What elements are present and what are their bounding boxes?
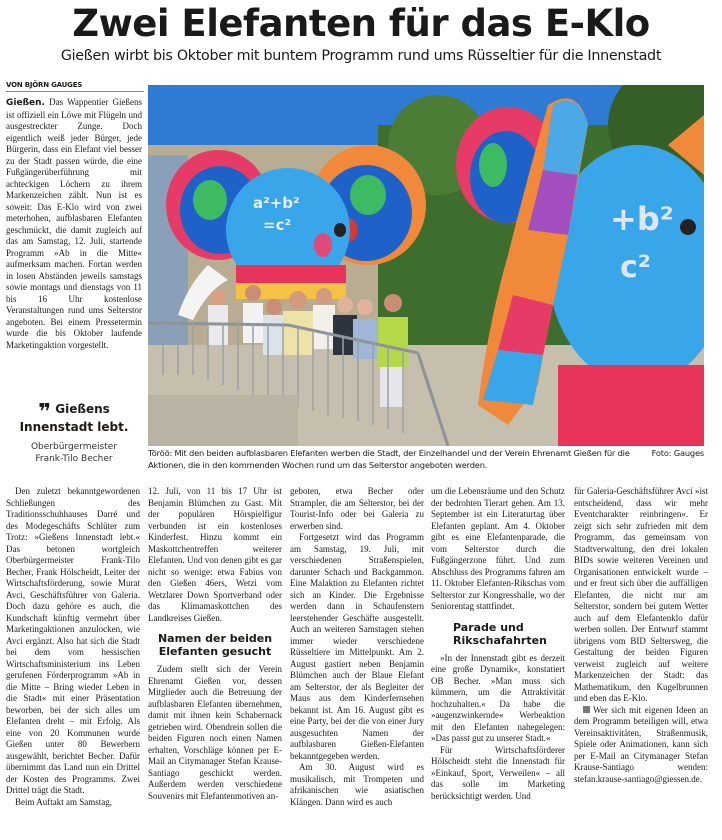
intro-text: Das Wappentier Gießens ist offiziell ein Löwe mit Flügeln und ausgestreckter Zunge. Doch eigentlich weiß jeder Bürger, jede Bürgerin, dass ein Elefant viel besser zu der Stadt passen würde, die eine Fußgängerüberführung mit achteckigen Löchern zu ihrem Markenzeichen zählt. Nun ist es soweit: Das E-Klo wird von zwei meterhohen, aufblasbaren Elefanten geschmückt, die damit zugleich auf das am Samstag, 12. Juli, startende Programm »Ab in die Mitte« aufmerksam machen. Fortan werden in losen Abständen jeweils samstags sowie montags und dienstags von 11 bis 16 Uhr kostenlose Veranstaltungen rund ums Selterstor angeboten. Bei einem Pressetermin wurde die bis Oktober laufende Marketingaktion vorgestellt. xyxy=(6,97,142,350)
intro-paragraph xyxy=(6,97,142,351)
formula-right-2: c² xyxy=(620,250,651,285)
subheadline: Gießen wirbt bis Oktober mit buntem Programm rund ums Rüsseltier für die Innenstadt xyxy=(60,48,662,64)
dateline: Gießen. xyxy=(6,98,45,108)
caption-text: Töröö: Mit den beiden aufblasbaren Elefanten werben die Stadt, der Einzelhandel und der Verein Ehrenamt Gießen für die Aktionen, die in den kommenden Wochen rund um das Selterstor angeboten werden. xyxy=(148,448,630,470)
subheading-names: Namen der beiden Elefanten gesucht xyxy=(157,632,273,658)
col4-paragraph-3: Für Wirtschaftsförderer Hölscheidt steht die Innenstadt für »Einkauf, Sport, Verweilen« – all das solle im Marketing berücksichtigt werden. Und xyxy=(431,744,565,801)
col5-paragraph-1: für Galeria-Geschäftsführer Avci »ist entscheidend, dass wir mehr Eventcharakter reinbringen«. Er zeigt sich sehr zufrieden mit dem Programm, das gemeinsam von Stadtverwaltung, den drei lokalen BIDs sowie weiteren Vereinen und Organisationen entwickelt wurde – und er freut sich über die auffälligen Elefanten, die nicht nur am Selterstor, sondern bei gutem Wetter auch auf dem Elefantenklo dafür werben sollen. Der Entwurf stammt übrigens vom BID Seltersweg, die Gestaltung der beiden Figuren verweist zugleich auf weitere Markenzeichen der Stadt: das Mathematikum, den Kugelbrunnen und eben das E-Klo. xyxy=(574,486,708,703)
subheading-parade: Parade und Rikschafahrten xyxy=(453,620,547,647)
column-5 xyxy=(574,486,708,785)
photo-caption xyxy=(148,447,704,471)
col3-paragraph-3: Am 30. August wird es musikalisch, mit Trompeten und afrikanischen wie asiatischen Klängen. Dann wird es auch xyxy=(290,762,424,807)
col2-paragraph-1: 12. Juli, von 11 bis 17 Uhr ist Benjamin Blümchen zu Gast. Mit der populären Hörspielfigur verbunden ist ein kostenloses Kinderfest. Hinzu kommt ein Maskottchentreffen weiterer Elefanten. Und von denen gibt es gar nicht so wenige: etwa Fabius von den Gießen 46ers, Wetzi vom Wetzlarer Down Sportverband oder das Klimamaskottchen des Landkreises Gießen. xyxy=(148,486,282,623)
headline: Zwei Elefanten für das E-Klo xyxy=(72,2,650,45)
column-3 xyxy=(290,486,424,808)
column-1 xyxy=(6,486,140,808)
pull-quote-source-name: Frank-Tilo Becher xyxy=(35,454,113,464)
col3-paragraph-1: geboten, etwa Becher oder Strampler, die am Selterstor, bei der Tourist-Info oder bei Galeria zu erwerben sind. xyxy=(290,486,424,531)
col3-paragraph-2: Fortgesetzt wird das Programm am Samstag, 19. Juli, mit verschiedenen Straßenspielen, darunter Schach und Backgammon. Eine Malaktion zu Elefanten richtet sich an Kinder. Die Ergebnisse werden dann in Schaufenstern leerstehender Geschäfte ausgestellt. Auch an weiteren Samstagen stehen immer wieder verschiedene Rüsseltiere im Mittelpunkt. Am 2. August gastiert neben Benjamin Blümchen auch der Blaue Elefant am Selterstor, der als Begleiter der Maus aus dem Kinderfernsehen bekannt ist. Am 16. August gibt es eine Party, bei der die von einer Jury ausgesuchten Namen der aufblasbaren Gießen-Elefanten bekanntgegeben werden. xyxy=(290,532,424,761)
formula-right-1: +b² xyxy=(610,200,674,238)
formula-left-2: =c² xyxy=(263,216,292,234)
formula-left-1: a²+b² xyxy=(253,194,300,212)
col5-paragraph-2: Wer sich mit eigenen Ideen an dem Programm beteiligen will, etwa Vereinsaktivitäten, Straßenmusik, Spiele oder Animationen, kann sich per E-Mail an Citymanager Stefan Krause-Santiago wenden: stefan.krause-santiago@giessen.de. xyxy=(574,704,708,784)
byline: VON BJÖRN GAUGES xyxy=(6,81,144,92)
column-4 xyxy=(431,486,565,802)
pull-quote-source-title: Oberbürgermeister xyxy=(30,442,118,452)
col1-paragraph-2: Beim Auftakt am Samstag, xyxy=(15,796,112,807)
col4-paragraph-2: »In der Innenstadt gibt es derzeit eine große Dynamik«, konstatiert OB Becher. »Man muss sich kümmern, um die Attraktivität hochzuhalten.« Da habe die »augenzwinkernde« Werbeaktion mit den Elefanten nahegelegen: »Das passt gut zu unserer Stadt.« xyxy=(431,652,565,743)
square-bullet-icon xyxy=(583,706,590,713)
quote-mark-icon: ❞ xyxy=(38,400,52,425)
col2-paragraph-2: Zudem stellt sich der Verein Ehrenamt Gießen vor, dessen Mitglieder auch die Betreuung der aufblasbaren Elefanten übernehmen, damit mit ihnen kein Schabernack getrieben wird. Obendrein sollen die beiden Figuren noch einen Namen erhalten, Vorschläge können per E-Mail an Citymanager Stefan Krause-Santiago geschickt werden. Außerdem werden verschiedene Souvenirs mit Elefantenmotiven an- xyxy=(148,664,282,801)
column-2 xyxy=(148,486,282,802)
pull-quote xyxy=(6,402,142,465)
photo-credit: Foto: Gauges xyxy=(651,448,704,458)
article-photo xyxy=(148,85,704,446)
pull-quote-text: Gießens Innenstadt lebt. xyxy=(19,402,129,434)
col4-paragraph-1: um die Lebensräume und den Schutz der bedrohten Tierart gehen. Am 13. September ist ein Literaturtag über Elefanten geplant. Am 4. Oktober gibt es eine Elefantenparade, die vom Selterstor durch die Fußgängerzone führt. Und zum Abschluss des Programms fahren am 11. Oktober Elefanten-Rikschas vom Selterstor zur Kongresshalle, wo der Seniorentag stattfindet. xyxy=(431,486,565,611)
col1-paragraph-1: Den zuletzt bekanntgewordenen Schließungen des Traditionsschuhhauses Darré und des Modegeschäfts Schlüter zum Trotz: »Gießens Innenstadt lebt.« Das betonen wortgleich Oberbürgermeister Frank-Tilo Becher, Frank Hölscheidt, Leiter der Wirtschaftsförderung, sowie Murat Avci, Geschäftsführer von Galeria. Doch dazu gehöre es auch, die Kundschaft künftig vermehrt über Marketingaktionen anzulocken, wie Avci ergänzt. Also hat sich die Stadt bei dem vom hessischen Wirtschaftsministerium ins Leben gerufenen Förderprogramm »Ab in die Mitte – Bring wieder Leben in die Stadt« mit einer Präsentation beworben, bei der sich alles um Elefanten dreht – mit Erfolg. Als eine von 20 Kommunen wurde Gießen unter 80 Bewerbern ausgewählt, berichtet Becher. Dafür übernimmt das Land nun ein Drittel der Kosten des Programms. Zwei Drittel trägt die Stadt. xyxy=(6,486,140,795)
